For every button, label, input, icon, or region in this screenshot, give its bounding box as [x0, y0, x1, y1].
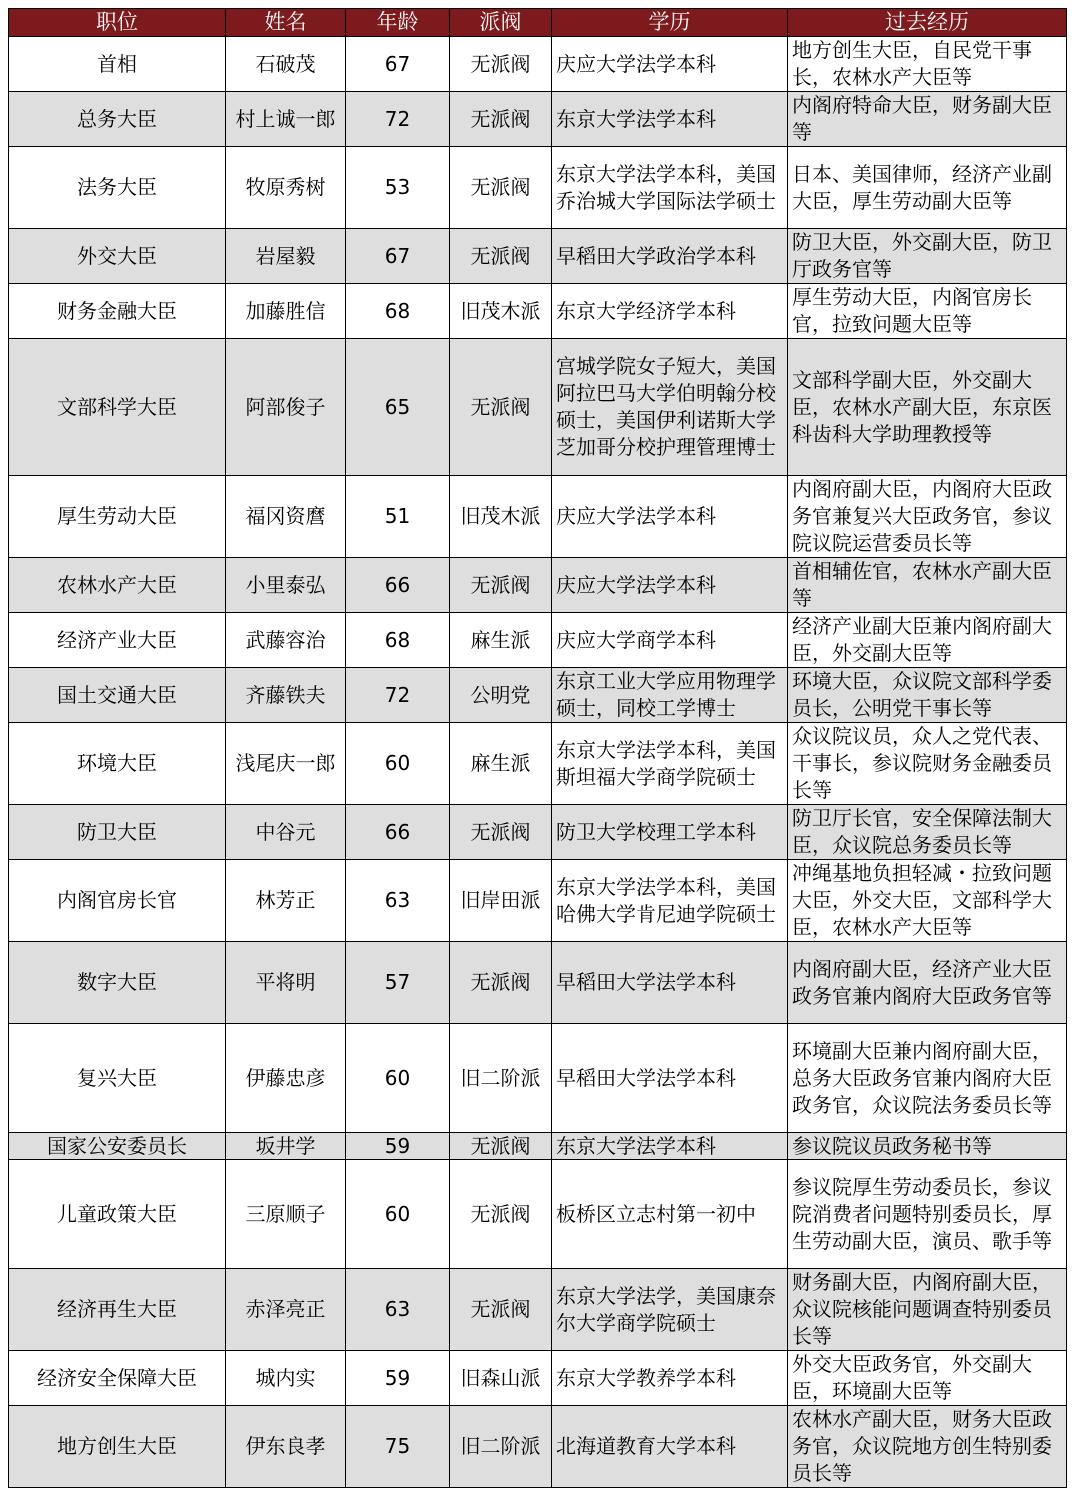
cell-experience: 防卫厅长官，安全保障法制大臣，众议院总务委员长等 — [788, 805, 1067, 860]
cell-faction: 无派阀 — [450, 558, 552, 613]
cell-age: 60 — [346, 1024, 450, 1133]
table-row — [9, 1024, 1067, 1133]
cell-education: 东京大学法学本科，美国斯坦福大学商学院硕士 — [552, 723, 788, 805]
cell-faction: 公明党 — [450, 668, 552, 723]
header-row — [9, 9, 1067, 37]
cell-experience: 防卫大臣，外交副大臣，防卫厅政务官等 — [788, 229, 1067, 284]
cell-education: 早稻田大学法学本科 — [552, 1024, 788, 1133]
cell-education: 东京大学法学本科 — [552, 1133, 788, 1160]
cell-experience: 厚生劳动大臣，内阁官房长官，拉致问题大臣等 — [788, 284, 1067, 339]
table-row — [9, 147, 1067, 229]
cell-name: 牧原秀树 — [226, 147, 346, 229]
cell-position: 国家公安委员长 — [9, 1133, 226, 1160]
cell-position: 总务大臣 — [9, 92, 226, 147]
cell-experience: 参议院厚生劳动委员长，参议院消费者问题特别委员长，厚生劳动副大臣，演员、歌手等 — [788, 1160, 1067, 1269]
cell-age: 63 — [346, 860, 450, 942]
cell-experience: 日本、美国律师，经济产业副大臣，厚生劳动副大臣等 — [788, 147, 1067, 229]
table-row — [9, 476, 1067, 558]
cell-name: 中谷元 — [226, 805, 346, 860]
cell-education: 庆应大学法学本科 — [552, 558, 788, 613]
header-education: 学历 — [552, 9, 788, 37]
cell-experience: 环境大臣，众议院文部科学委员长，公明党干事长等 — [788, 668, 1067, 723]
cell-experience: 农林水产副大臣，财务大臣政务官，众议院地方创生特别委员长等 — [788, 1406, 1067, 1488]
cell-experience: 内阁府副大臣，经济产业大臣政务官兼内阁府大臣政务官等 — [788, 942, 1067, 1024]
cell-position: 经济安全保障大臣 — [9, 1351, 226, 1406]
cell-age: 51 — [346, 476, 450, 558]
cell-position: 财务金融大臣 — [9, 284, 226, 339]
cell-age: 72 — [346, 668, 450, 723]
cell-position: 农林水产大臣 — [9, 558, 226, 613]
cell-name: 赤泽亮正 — [226, 1269, 346, 1351]
cabinet-table — [8, 8, 1067, 1488]
cell-education: 东京大学经济学本科 — [552, 284, 788, 339]
cell-age: 60 — [346, 723, 450, 805]
cell-name: 浅尾庆一郎 — [226, 723, 346, 805]
cell-education: 东京大学法学本科，美国乔治城大学国际法学硕士 — [552, 147, 788, 229]
cell-faction: 无派阀 — [450, 37, 552, 92]
cell-education: 东京大学教养学本科 — [552, 1351, 788, 1406]
cell-faction: 无派阀 — [450, 1269, 552, 1351]
cell-education: 东京工业大学应用物理学硕士，同校工学博士 — [552, 668, 788, 723]
header-experience: 过去经历 — [788, 9, 1067, 37]
cell-faction: 无派阀 — [450, 805, 552, 860]
cell-position: 地方创生大臣 — [9, 1406, 226, 1488]
table-row — [9, 558, 1067, 613]
cell-position: 首相 — [9, 37, 226, 92]
cell-name: 伊藤忠彦 — [226, 1024, 346, 1133]
cell-experience: 冲绳基地负担轻减・拉致问题大臣，外交大臣，文部科学大臣，农林水产大臣等 — [788, 860, 1067, 942]
cell-experience: 地方创生大臣，自民党干事长，农林水产大臣等 — [788, 37, 1067, 92]
table-row — [9, 1351, 1067, 1406]
cell-position: 内阁官房长官 — [9, 860, 226, 942]
cell-experience: 内阁府特命大臣，财务副大臣等 — [788, 92, 1067, 147]
cell-name: 石破茂 — [226, 37, 346, 92]
cell-faction: 无派阀 — [450, 1133, 552, 1160]
cell-name: 加藤胜信 — [226, 284, 346, 339]
cell-name: 齐藤铁夫 — [226, 668, 346, 723]
cell-name: 三原顺子 — [226, 1160, 346, 1269]
cell-name: 坂井学 — [226, 1133, 346, 1160]
cell-education: 板桥区立志村第一初中 — [552, 1160, 788, 1269]
table-row — [9, 860, 1067, 942]
cell-position: 数字大臣 — [9, 942, 226, 1024]
table-row — [9, 942, 1067, 1024]
cell-name: 小里泰弘 — [226, 558, 346, 613]
cell-experience: 财务副大臣，内阁府副大臣，众议院核能问题调查特别委员长等 — [788, 1269, 1067, 1351]
table-row — [9, 723, 1067, 805]
cell-position: 外交大臣 — [9, 229, 226, 284]
cell-faction: 无派阀 — [450, 147, 552, 229]
cell-experience: 内阁府副大臣，内阁府大臣政务官兼复兴大臣政务官，参议院议院运营委员长等 — [788, 476, 1067, 558]
cell-age: 65 — [346, 339, 450, 476]
cell-education: 庆应大学法学本科 — [552, 476, 788, 558]
cell-experience: 经济产业副大臣兼内阁府副大臣，外交副大臣等 — [788, 613, 1067, 668]
cell-education: 庆应大学法学本科 — [552, 37, 788, 92]
cell-position: 儿童政策大臣 — [9, 1160, 226, 1269]
cell-name: 城内实 — [226, 1351, 346, 1406]
cell-faction: 旧二阶派 — [450, 1406, 552, 1488]
cell-name: 伊东良孝 — [226, 1406, 346, 1488]
cell-age: 66 — [346, 805, 450, 860]
cell-name: 武藤容治 — [226, 613, 346, 668]
cell-experience: 外交大臣政务官，外交副大臣，环境副大臣等 — [788, 1351, 1067, 1406]
cell-name: 平将明 — [226, 942, 346, 1024]
header-position: 职位 — [9, 9, 226, 37]
table-row — [9, 668, 1067, 723]
cell-position: 法务大臣 — [9, 147, 226, 229]
header-age: 年龄 — [346, 9, 450, 37]
table-row — [9, 1133, 1067, 1160]
cell-education: 早稻田大学政治学本科 — [552, 229, 788, 284]
table-row — [9, 37, 1067, 92]
cell-age: 53 — [346, 147, 450, 229]
cell-experience: 首相辅佐官，农林水产副大臣等 — [788, 558, 1067, 613]
cell-age: 59 — [346, 1351, 450, 1406]
cell-age: 68 — [346, 613, 450, 668]
cell-name: 岩屋毅 — [226, 229, 346, 284]
cell-name: 村上诚一郎 — [226, 92, 346, 147]
cell-faction: 无派阀 — [450, 229, 552, 284]
cell-experience: 众议院议员，众人之党代表、干事长，参议院财务金融委员长等 — [788, 723, 1067, 805]
cell-education: 宫城学院女子短大，美国阿拉巴马大学伯明翰分校硕士，美国伊利诺斯大学芝加哥分校护理管理博士 — [552, 339, 788, 476]
cell-position: 厚生劳动大臣 — [9, 476, 226, 558]
cell-faction: 无派阀 — [450, 1160, 552, 1269]
cell-education: 早稻田大学法学本科 — [552, 942, 788, 1024]
cell-name: 阿部俊子 — [226, 339, 346, 476]
table-row — [9, 1269, 1067, 1351]
cell-name: 福冈资麿 — [226, 476, 346, 558]
cell-faction: 旧二阶派 — [450, 1024, 552, 1133]
table-row — [9, 1160, 1067, 1269]
table-row — [9, 1406, 1067, 1488]
cell-age: 66 — [346, 558, 450, 613]
cell-education: 北海道教育大学本科 — [552, 1406, 788, 1488]
cell-faction: 旧茂木派 — [450, 284, 552, 339]
cell-age: 59 — [346, 1133, 450, 1160]
cell-name: 林芳正 — [226, 860, 346, 942]
cell-faction: 旧茂木派 — [450, 476, 552, 558]
cell-position: 文部科学大臣 — [9, 339, 226, 476]
cell-faction: 无派阀 — [450, 339, 552, 476]
cell-experience: 环境副大臣兼内阁府副大臣，总务大臣政务官兼内阁府大臣政务官，众议院法务委员长等 — [788, 1024, 1067, 1133]
table-row — [9, 339, 1067, 476]
cell-faction: 无派阀 — [450, 942, 552, 1024]
cell-experience: 参议院议员政务秘书等 — [788, 1133, 1067, 1160]
cell-age: 67 — [346, 229, 450, 284]
cell-position: 经济产业大臣 — [9, 613, 226, 668]
cell-faction: 旧岸田派 — [450, 860, 552, 942]
header-name: 姓名 — [226, 9, 346, 37]
cell-experience: 文部科学副大臣，外交副大臣，农林水产副大臣，东京医科齿科大学助理教授等 — [788, 339, 1067, 476]
cell-faction: 旧森山派 — [450, 1351, 552, 1406]
header-faction: 派阀 — [450, 9, 552, 37]
cell-faction: 无派阀 — [450, 92, 552, 147]
table-row — [9, 284, 1067, 339]
table-row — [9, 805, 1067, 860]
cell-age: 60 — [346, 1160, 450, 1269]
table-row — [9, 613, 1067, 668]
cell-faction: 麻生派 — [450, 613, 552, 668]
cell-position: 复兴大臣 — [9, 1024, 226, 1133]
cell-position: 经济再生大臣 — [9, 1269, 226, 1351]
cell-education: 东京大学法学，美国康奈尔大学商学院硕士 — [552, 1269, 788, 1351]
cell-education: 东京大学法学本科，美国哈佛大学肯尼迪学院硕士 — [552, 860, 788, 942]
cell-age: 67 — [346, 37, 450, 92]
cell-position: 防卫大臣 — [9, 805, 226, 860]
cell-age: 75 — [346, 1406, 450, 1488]
cell-age: 68 — [346, 284, 450, 339]
table-row — [9, 229, 1067, 284]
cell-education: 东京大学法学本科 — [552, 92, 788, 147]
table-row — [9, 92, 1067, 147]
cell-age: 72 — [346, 92, 450, 147]
cell-education: 防卫大学校理工学本科 — [552, 805, 788, 860]
cell-education: 庆应大学商学本科 — [552, 613, 788, 668]
cell-faction: 麻生派 — [450, 723, 552, 805]
cell-age: 57 — [346, 942, 450, 1024]
cell-position: 环境大臣 — [9, 723, 226, 805]
cell-position: 国土交通大臣 — [9, 668, 226, 723]
cell-age: 63 — [346, 1269, 450, 1351]
